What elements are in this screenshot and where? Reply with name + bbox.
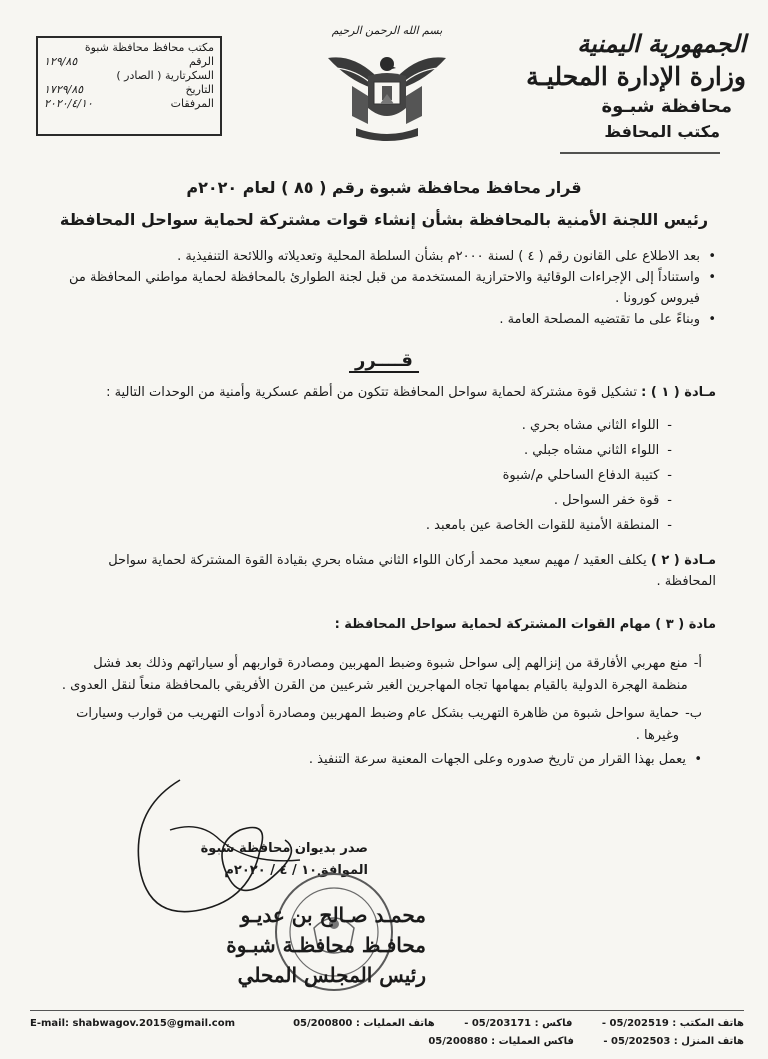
registry-stamp: [36, 36, 222, 136]
office-name: مكتب المحافظ: [604, 122, 720, 141]
article-3-head: مادة ( ٣ ) مهام القوات المشتركة لحماية سواحل المحافظة :: [334, 617, 716, 632]
emblem: [322, 24, 452, 146]
email-address: E-mail: shabwagov.2015@gmail.com: [30, 1018, 236, 1029]
ops-fax: فاكس العمليات : 05/200880: [428, 1036, 574, 1047]
article-1-text: تشكيل قوة مشتركة لحماية سواحل المحافظة تتكون من أطقم عسكرية وأمنية من الوحدات التالية :: [106, 385, 637, 400]
article-1-head: مـادة ( ١ ) :: [641, 385, 716, 400]
preamble-item: • واستناداً إلى الإجراءات الوقائية والاحترازية المستخدمة من قبل لجنة الطوارئ بالمحافظة لحماية مواطني المحافظة من فيروس كورونا .: [68, 270, 716, 306]
stamp-handwritten-number: ١٧٢٩/٨٥: [44, 83, 84, 96]
signatory-role: محافـظ محافظـة شبـوة: [226, 933, 426, 957]
preamble-item: • بعد الاطلاع على القانون رقم ( ٤ ) لسنة ٢٠٠٠م بشأن السلطة المحلية وتعديلاته واللائحة التنفيذية .: [177, 249, 716, 264]
signatory-block: [226, 900, 426, 990]
letterhead-underline: [560, 150, 720, 156]
article-3: [56, 614, 716, 771]
issued-date: الموافق١٠ / ٤ / ٢٠٢٠م: [224, 863, 368, 878]
article-1: [56, 382, 716, 538]
stamp-date-label: التاريخ: [185, 83, 214, 96]
basmala-text: بسم الله الرحمن الرحيم: [331, 24, 443, 37]
home-phone: هاتف المنزل : 05/202503 -: [603, 1036, 744, 1047]
preamble-item: • وبناءً على ما تقتضيه المصلحة العامة .: [499, 312, 716, 327]
signatory-name: محمـد صـالح بن عديـو: [240, 903, 426, 927]
republic-name: الجمهورية اليمنية: [577, 29, 746, 58]
article-1-units: [56, 413, 672, 538]
unit-item: - المنطقة الأمنية للقوات الخاصة عين بامعبد .: [425, 518, 672, 533]
decree-title: قرار محافظ محافظة شبوة رقم ( ٨٥ ) لعام ٢٠٢٠م: [186, 178, 582, 197]
footer-row-2: [402, 1032, 744, 1052]
preamble: [56, 246, 716, 330]
unit-item: - اللواء الثاني مشاه بحري .: [521, 418, 672, 433]
article-2-head: مـادة ( ٢ ): [650, 553, 716, 568]
task-item: ب- حماية سواحل شبوة من ظاهرة التهريب بشكل عام وضبط المهربين ومصادرة أدوات التهريب من قوارب وسيارات وغيرها .: [76, 706, 702, 743]
stamp-attachments-label: المرفقات: [170, 97, 214, 110]
eagle-emblem-icon: [322, 24, 452, 146]
ops-phone: هاتف العمليات : 05/200800: [293, 1018, 435, 1029]
stamp-secretariat: السكرتارية ( الصادر ): [116, 69, 214, 82]
letterhead: [516, 28, 746, 144]
fax-number: فاكس : 05/203171 -: [464, 1018, 573, 1029]
unit-item: - كتيبة الدفاع الساحلي م/شبوة: [502, 468, 672, 483]
article-3-tasks: [56, 653, 702, 771]
footer-row-1: [267, 1014, 744, 1034]
stamp-ref-value: ١٢٩/٨٥: [44, 55, 78, 68]
task-final: • يعمل بهذا القرار من تاريخ صدوره وعلى الجهات المعنية سرعة التنفيذ .: [308, 752, 702, 767]
issued-place: صدر بديوان محافظة شبوة: [200, 841, 368, 856]
stamp-date-value: ٢٠٢٠/٤/١٠: [44, 97, 93, 110]
article-2-text: يكلف العقيد / مهيم سعيد محمد أركان اللواء الثاني مشاه بحري بقيادة القوة المشتركة لحماية سواحل المحافظة .: [108, 553, 716, 589]
office-phone: هاتف المكتب : 05/202519 -: [601, 1018, 744, 1029]
unit-item: - قوة خفر السواحل .: [553, 493, 672, 508]
stamp-header: مكتب محافظ محافظة شبوة: [84, 41, 214, 54]
stamp-number-label: الرقم: [188, 55, 214, 68]
task-item: أ- منع مهربي الأفارقة من إنزالهم إلى سواحل شبوة وضبط المهربين ومصادرة قواربهم أو سياراتهم وذلك بعد فشل منظمة الهجرة الدولية بالقيام بمهامها تجاه المهاجرين الغير شرعيين من القرن الأفريقي بالمحافظة منعاً لنقل العدوى .: [61, 656, 702, 693]
governorate-name: محافظة شبـوة: [601, 96, 732, 117]
article-2: [56, 550, 716, 592]
decision-heading: قــــرر: [0, 350, 768, 371]
footer-divider: [30, 1010, 744, 1011]
decree-subtitle: رئيس اللجنة الأمنية بالمحافظة بشأن إنشاء قوات مشتركة لحماية سواحل المحافظة: [59, 210, 709, 229]
ministry-name: وزارة الإدارة المحليـة: [526, 62, 746, 91]
signatory-council: رئيس المجلس المحلي: [237, 963, 426, 987]
unit-item: - اللواء الثاني مشاه جبلي .: [523, 443, 672, 458]
